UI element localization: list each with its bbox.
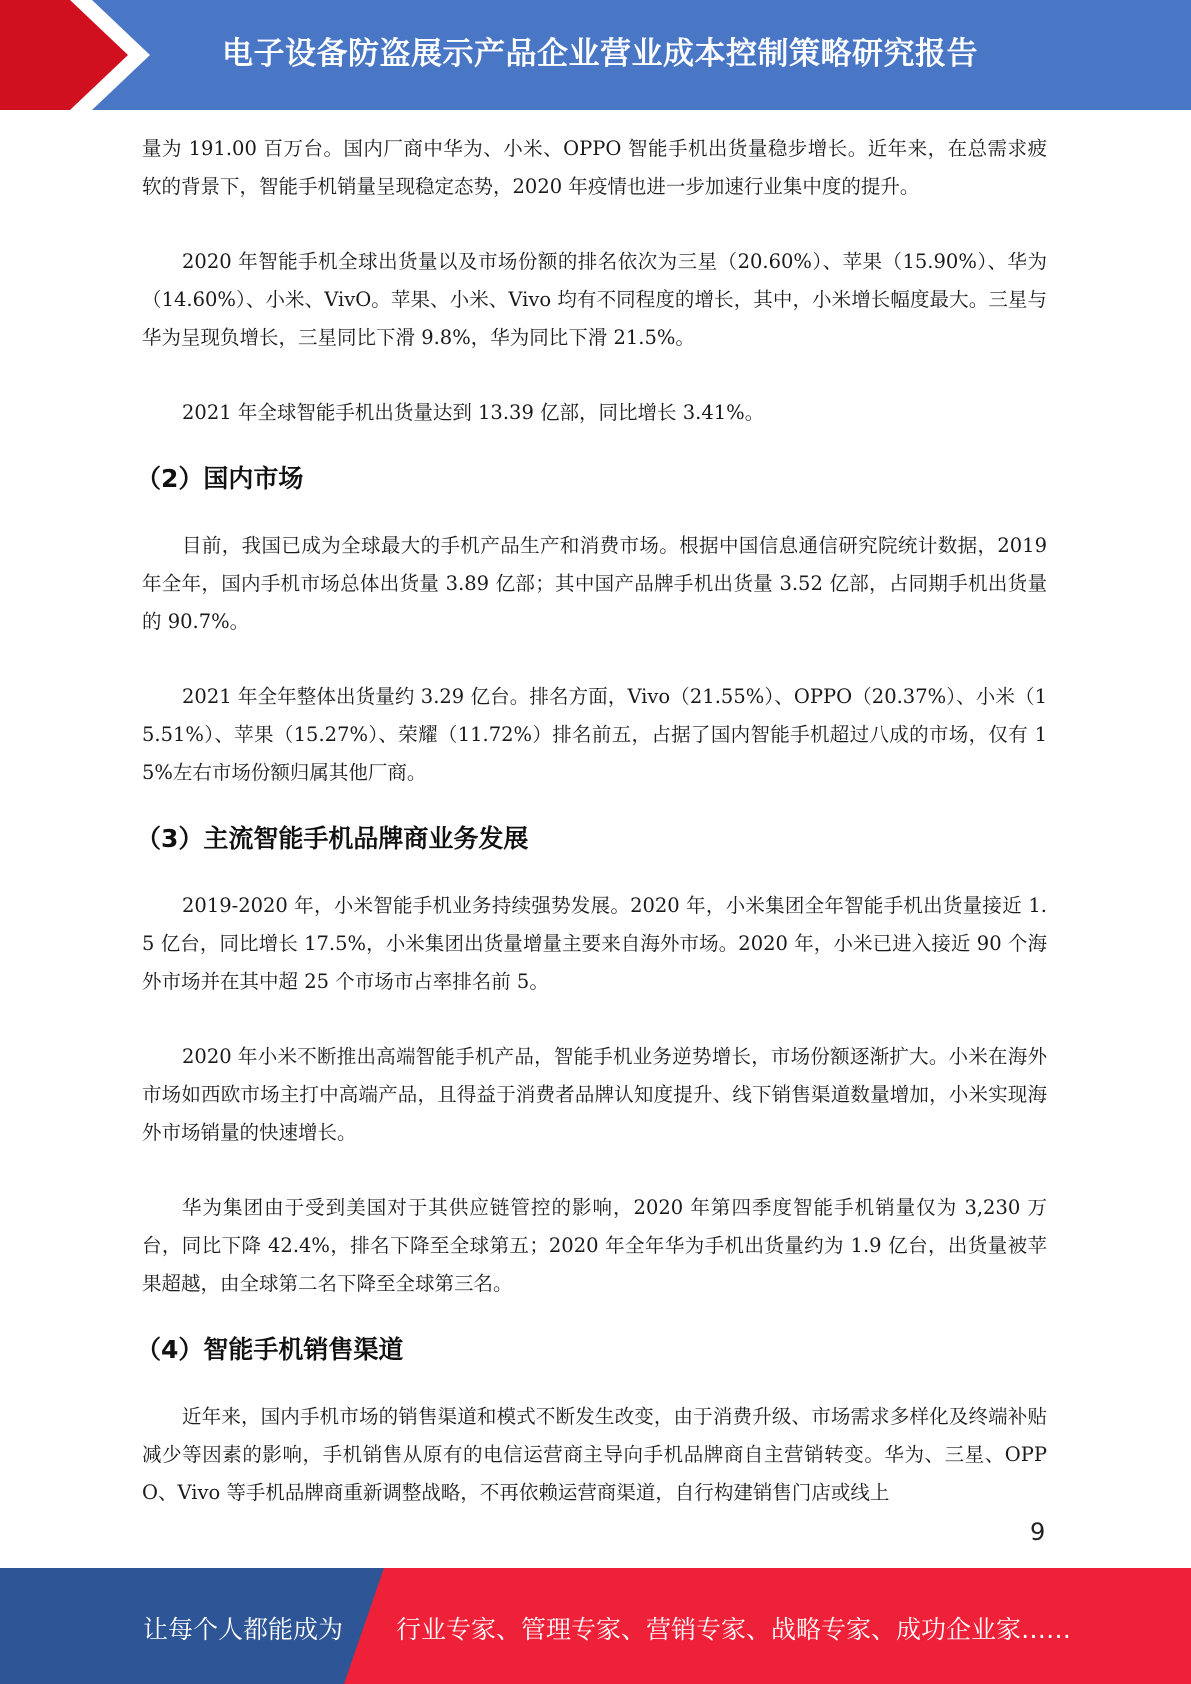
paragraph: 目前，我国已成为全球最大的手机产品生产和消费市场。根据中国信息通信研究院统计数据，2019 年全年，国内手机市场总体出货量 3.89 亿部；其中国产品牌手机出货量 3.52 亿部，占同期手机出货量的 90.7%。 (142, 534, 1047, 633)
paragraph: 华为集团由于受到美国对于其供应链管控的影响，2020 年第四季度智能手机销量仅为 3,230 万台，同比下降 42.4%，排名下降至全球第五；2020 年全年华为手机出货量约为 1.9 亿台，出货量被苹果超越，由全球第二名下降至全球第三名。 (142, 1196, 1047, 1295)
paragraph: 2019-2020 年，小米智能手机业务持续强势发展。2020 年，小米集团全年智能手机出货量接近 1.5 亿台，同比增长 17.5%，小米集团出货量增量主要来自海外市场。2020 年，小米已进入接近 90 个海外市场并在其中超 25 个市场市占率排名前 5。 (142, 894, 1047, 993)
paragraph: 2021 年全年整体出货量约 3.29 亿台。排名方面，Vivo（21.55%）、OPPO（20.37%）、小米（15.51%）、苹果（15.27%）、荣耀（11.72%）排名前五，占据了国内智能手机超过八成的市场，仅有 15%左右市场份额归属其他厂商。 (142, 685, 1047, 784)
paragraph: 2021 年全球智能手机出货量达到 13.39 亿部，同比增长 3.41%。 (182, 401, 765, 424)
paragraph: 2020 年智能手机全球出货量以及市场份额的排名依次为三星（20.60%）、苹果（15.90%）、华为（14.60%）、小米、VivO。苹果、小米、Vivo 均有不同程度的增长，其中，小米增长幅度最大。三星与华为呈现负增长，三星同比下滑 9.8%，华为同比下滑 21.5%。 (142, 250, 1047, 349)
document-body (136, 130, 1047, 1549)
paragraph: 量为 191.00 百万台。国内厂商中华为、小米、OPPO 智能手机出货量稳步增长。近年来，在总需求疲软的背景下，智能手机销量呈现稳定态势，2020 年疫情也进一步加速行业集中度的提升。 (142, 137, 1047, 198)
footer-slogan-right: 行业专家、管理专家、营销专家、战略专家、成功企业家…… (396, 1615, 1072, 1644)
page-footer (0, 1568, 1191, 1684)
footer-slogan-left: 让每个人都能成为 (143, 1615, 344, 1644)
report-title: 电子设备防盗展示产品企业营业成本控制策略研究报告 (222, 36, 978, 72)
section-heading-domestic-market: （2）国内市场 (136, 464, 304, 493)
page-number: 9 (1030, 1518, 1046, 1546)
paragraph: 近年来，国内手机市场的销售渠道和模式不断发生改变，由于消费升级、市场需求多样化及终端补贴减少等因素的影响，手机销售从原有的电信运营商主导向手机品牌商自主营销转变。华为、三星、OPPO、Vivo 等手机品牌商重新调整战略，不再依赖运营商渠道，自行构建销售门店或线上 (142, 1405, 1047, 1504)
section-heading-sales-channels: （4）智能手机销售渠道 (136, 1335, 404, 1364)
paragraph: 2020 年小米不断推出高端智能手机产品，智能手机业务逆势增长，市场份额逐渐扩大。小米在海外市场如西欧市场主打中高端产品，且得益于消费者品牌认知度提升、线下销售渠道数量增加，小米实现海外市场销量的快速增长。 (142, 1045, 1047, 1144)
page-header (0, 0, 1191, 110)
section-heading-brand-business: （3）主流智能手机品牌商业务发展 (136, 824, 529, 853)
header-chevron-decoration (0, 0, 160, 110)
